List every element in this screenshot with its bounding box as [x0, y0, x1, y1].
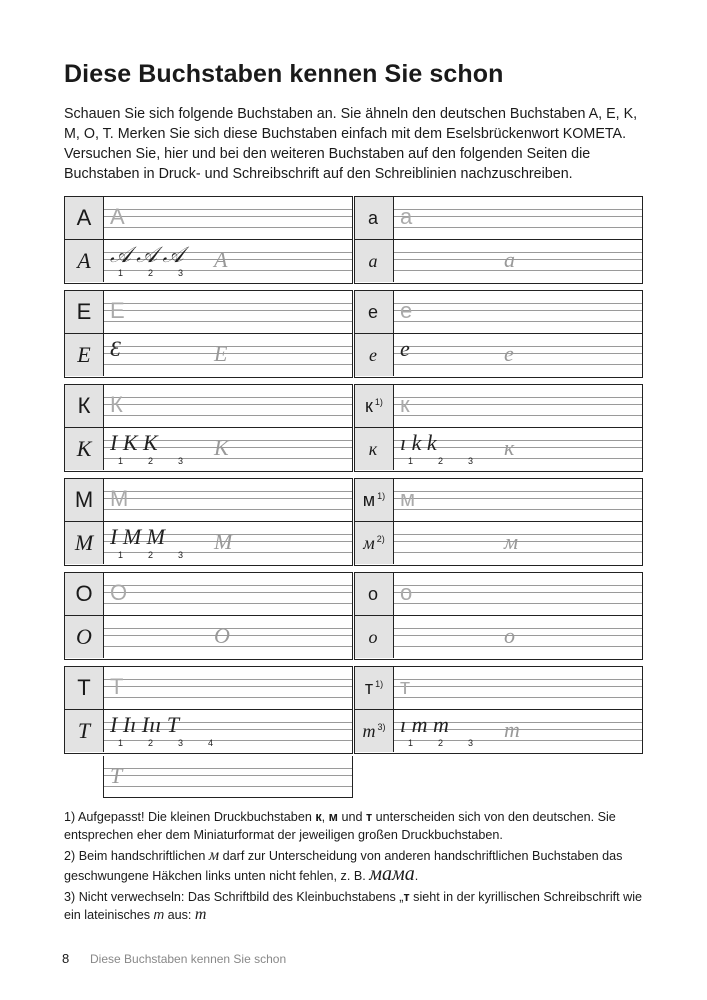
lower-case-box	[354, 290, 643, 378]
stroke-numbers: 1 2 3	[118, 456, 184, 466]
writing-lines	[394, 240, 642, 282]
trace-letter: А	[110, 204, 125, 229]
trace-letter: к	[504, 435, 515, 460]
writing-lines	[104, 710, 352, 752]
stroke-numbers: 1 2 3 4	[118, 738, 214, 748]
trace-letter: М	[214, 529, 233, 554]
trace-letter: м	[504, 529, 519, 554]
print-letter: Т	[65, 667, 104, 709]
script-letter: о	[355, 616, 394, 658]
stroke-order: Ɛ	[110, 336, 121, 361]
trace-letter: Е	[110, 298, 125, 323]
trace-letter: a	[504, 247, 515, 272]
script-letter: а	[355, 240, 394, 282]
writing-lines	[394, 573, 642, 615]
stroke-numbers: 1 2 3	[408, 738, 474, 748]
print-letter: К	[65, 385, 104, 427]
upper-case-box	[64, 196, 353, 284]
trace-letter: к	[400, 392, 410, 417]
script-letter: К	[65, 428, 104, 470]
script-letter: т $^{3)}$	[355, 710, 394, 752]
running-title: Diese Buchstaben kennen Sie schon	[90, 952, 287, 966]
footnote-1: 1) Aufgepasst! Die kleinen Druckbuchstaben к, м und т unterscheiden sich von den deutschen. Sie entsprechen eher dem Miniaturformat der jeweiligen großen Druckbuchstaben.	[64, 810, 616, 842]
trace-letter: Т	[110, 763, 123, 788]
trace-letter: К	[214, 435, 229, 460]
print-letter: е	[355, 291, 394, 333]
upper-case-box	[64, 478, 353, 566]
trace-letter: О	[214, 623, 230, 648]
lower-case-box	[354, 478, 643, 566]
stroke-order: ı k k	[400, 430, 437, 455]
trace-letter: О	[110, 580, 128, 605]
writing-lines	[104, 667, 352, 709]
print-letter: Е	[65, 291, 104, 333]
footnote-2: 2) Beim handschriftlichen м darf zur Unterscheidung von anderen handschriftlichen Buchstaben das geschwungene Häkchen links unten nicht fehlen, z. B. мама.	[64, 847, 623, 885]
script-letter: к	[355, 428, 394, 470]
script-letter: е	[355, 334, 394, 376]
stroke-numbers: 1 2 3	[118, 268, 184, 278]
print-letter: о	[355, 573, 394, 615]
footnote-3: 3) Nicht verwechseln: Das Schriftbild des Kleinbuchstabens „т sieht in der kyrillischen Schreibschrift wie ein lateinisches m aus: т	[64, 890, 643, 923]
print-letter: т $^{1)}$	[355, 667, 394, 709]
print-letter: м $^{1)}$	[355, 479, 394, 521]
upper-case-box	[64, 384, 353, 472]
intro-text: Schauen Sie sich folgende Buchstaben an. Sie ähneln den deutschen Buchstaben A, E, K, M, O, T. Merken Sie sich diese Buchstaben einfach mit dem Eselsbrückenwort KOMETA. Versuchen Sie, hier und bei den weiteren Buchstaben auf den folgenden Seiten die Buchstaben in Druck- und Schreibschrift auf den Schreiblinien nachzuschreiben.	[64, 106, 638, 182]
writing-lines	[394, 197, 642, 239]
lower-case-box	[354, 666, 643, 754]
stroke-order: ı т т	[400, 712, 449, 737]
upper-case-box	[64, 666, 353, 754]
trace-letter: К	[110, 392, 123, 417]
writing-lines	[394, 385, 642, 427]
lower-case-box	[354, 384, 643, 472]
trace-letter: т	[400, 674, 411, 699]
stroke-order: e	[400, 336, 410, 361]
trace-letter: Е	[214, 341, 228, 366]
stroke-numbers: 1 2 3	[408, 456, 474, 466]
print-letter: к $^{1)}$	[355, 385, 394, 427]
writing-lines	[104, 240, 352, 282]
writing-lines	[104, 479, 352, 521]
upper-case-box	[64, 572, 353, 660]
script-letter: А	[65, 240, 104, 282]
trace-letter: Т	[110, 674, 124, 699]
stroke-order: 𝒜 𝒜 𝒜	[110, 242, 184, 267]
script-letter: Т	[65, 710, 104, 752]
writing-lines	[104, 385, 352, 427]
trace-letter: о	[400, 580, 413, 605]
writing-lines	[394, 479, 642, 521]
stroke-order: I K K	[110, 430, 158, 455]
trace-letter: a	[400, 204, 413, 229]
writing-lines	[394, 522, 642, 564]
print-letter: О	[65, 573, 104, 615]
print-letter: а	[355, 197, 394, 239]
writing-lines	[394, 616, 642, 658]
stroke-order: I Iı Iıı Т	[110, 712, 180, 737]
writing-lines	[104, 197, 352, 239]
writing-lines	[394, 428, 642, 470]
writing-lines	[104, 522, 352, 564]
lower-case-box	[354, 196, 643, 284]
trace-letter: М	[110, 486, 129, 511]
trace-letter: м	[400, 486, 416, 511]
trace-letter: e	[400, 298, 413, 323]
extra-practice-row	[103, 756, 353, 798]
stroke-order: I M M	[110, 524, 165, 549]
writing-lines	[104, 334, 352, 376]
page-number: 8	[62, 951, 70, 966]
trace-letter: т	[504, 717, 520, 742]
page-title: Diese Buchstaben kennen Sie schon	[64, 60, 504, 88]
stroke-numbers: 1 2 3	[118, 550, 184, 560]
print-letter: А	[65, 197, 104, 239]
script-letter: О	[65, 616, 104, 658]
writing-lines	[104, 573, 352, 615]
writing-lines	[394, 334, 642, 376]
trace-letter: о	[504, 623, 515, 648]
writing-lines	[104, 291, 352, 333]
writing-lines	[394, 291, 642, 333]
writing-lines	[104, 616, 352, 658]
script-letter: м $^{2)}$	[355, 522, 394, 564]
writing-lines	[394, 710, 642, 752]
footnotes	[64, 808, 654, 927]
writing-lines	[394, 667, 642, 709]
trace-letter: А	[214, 247, 228, 272]
upper-case-box	[64, 290, 353, 378]
writing-lines	[104, 428, 352, 470]
script-letter: М	[65, 522, 104, 564]
script-letter: Е	[65, 334, 104, 376]
print-letter: М	[65, 479, 104, 521]
lower-case-box	[354, 572, 643, 660]
trace-letter: e	[504, 341, 514, 366]
